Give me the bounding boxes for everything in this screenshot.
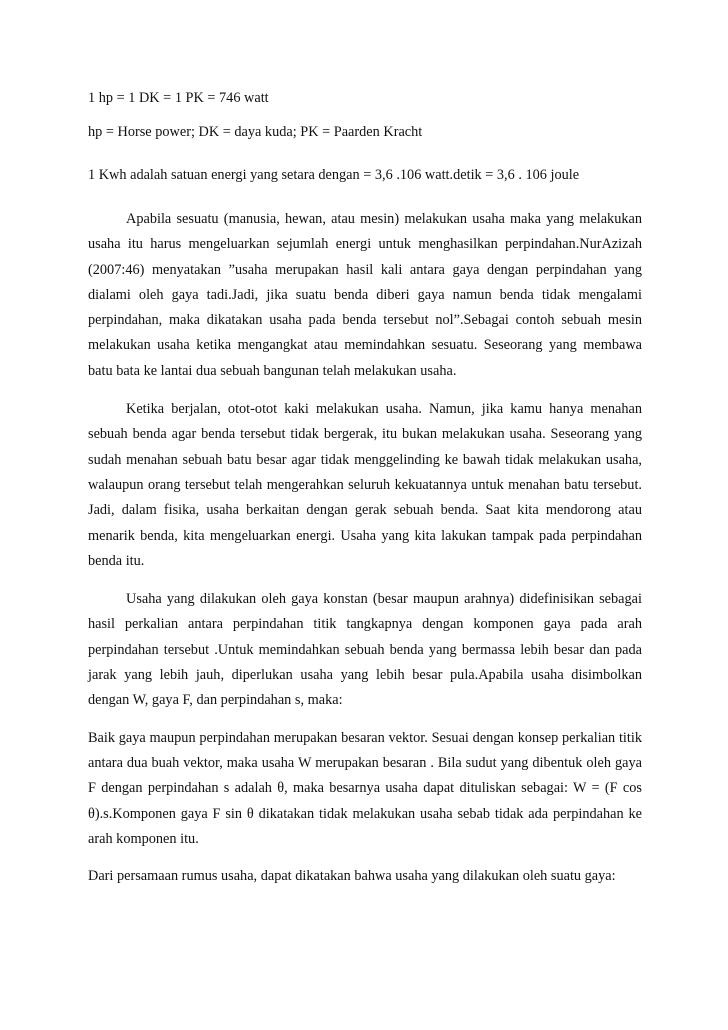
kwh-definition-line: 1 Kwh adalah satuan energi yang setara dengan = 3,6 .106 watt.detik = 3,6 . 106 joule xyxy=(88,167,580,183)
paragraph-walking-example: Ketika berjalan, otot-otot kaki melakukan usaha. Namun, jika kamu hanya menahan sebuah benda agar benda tersebut tidak bergerak, itu bukan melakukan usaha. Seseorang yang sudah menahan sebuah batu besar agar tidak menggelinding ke bawah tidak melakukan usaha, walaupun orang tersebut telah mengerahkan seluruh kekuatannya untuk menahan batu tersebut. Jadi, dalam fisika, usaha berkaitan dengan gerak sebuah benda. Saat kita mendorong atau menarik benda, kita mengeluarkan energi. Usaha yang kita lakukan tampak pada perpindahan benda itu. xyxy=(88,401,642,569)
paragraph-usaha-definition: Apabila sesuatu (manusia, hewan, atau mesin) melakukan usaha maka yang melakukan usaha itu harus mengeluarkan sejumlah energi untuk menghasilkan perpindahan.NurAzizah (2007:46) menyatakan ”usaha merupakan hasil kali antara gaya dengan perpindahan yang dialami oleh gaya tadi.Jadi, jika suatu benda diberi gaya namun benda tidak mengalami perpindahan, maka dikatakan usaha pada benda tersebut nol”.Sebagai contoh sebuah mesin melakukan usaha ketika mengangkat atau memindahkan sesuatu. Seseorang yang membawa batu bata ke lantai dua sebuah bangunan telah melakukan usaha. xyxy=(88,211,642,379)
unit-equivalence-line: 1 hp = 1 DK = 1 PK = 746 watt xyxy=(88,90,269,106)
unit-definition-line: hp = Horse power; DK = daya kuda; PK = Paarden Kracht xyxy=(88,124,423,140)
paragraph-conclusion-intro: Dari persamaan rumus usaha, dapat dikatakan bahwa usaha yang dilakukan oleh suatu gaya: xyxy=(88,868,616,885)
paragraph-vector-product: Baik gaya maupun perpindahan merupakan besaran vektor. Sesuai dengan konsep perkalian titik antara dua buah vektor, maka usaha W merupakan besaran . Bila sudut yang dibentuk oleh gaya F dengan perpindahan s adalah θ, maka besarnya usaha dapat dituliskan sebagai: W = (F cos θ).s.Komponen gaya F sin θ dikatakan tidak melakukan usaha sebab tidak ada perpindahan ke arah komponen itu. xyxy=(88,729,642,847)
document-body xyxy=(88,88,642,889)
paragraph-constant-force: Usaha yang dilakukan oleh gaya konstan (besar maupun arahnya) didefinisikan sebagai hasil perkalian antara perpindahan titik tangkapnya dengan komponen gaya pada arah perpindahan tersebut .Untuk memindahkan sebuah benda yang bermassa lebih besar dan pada jarak yang lebih jauh, diperlukan usaha yang lebih besar pula.Apabila usaha disimbolkan dengan W, gaya F, dan perpindahan s, maka: xyxy=(88,591,642,709)
